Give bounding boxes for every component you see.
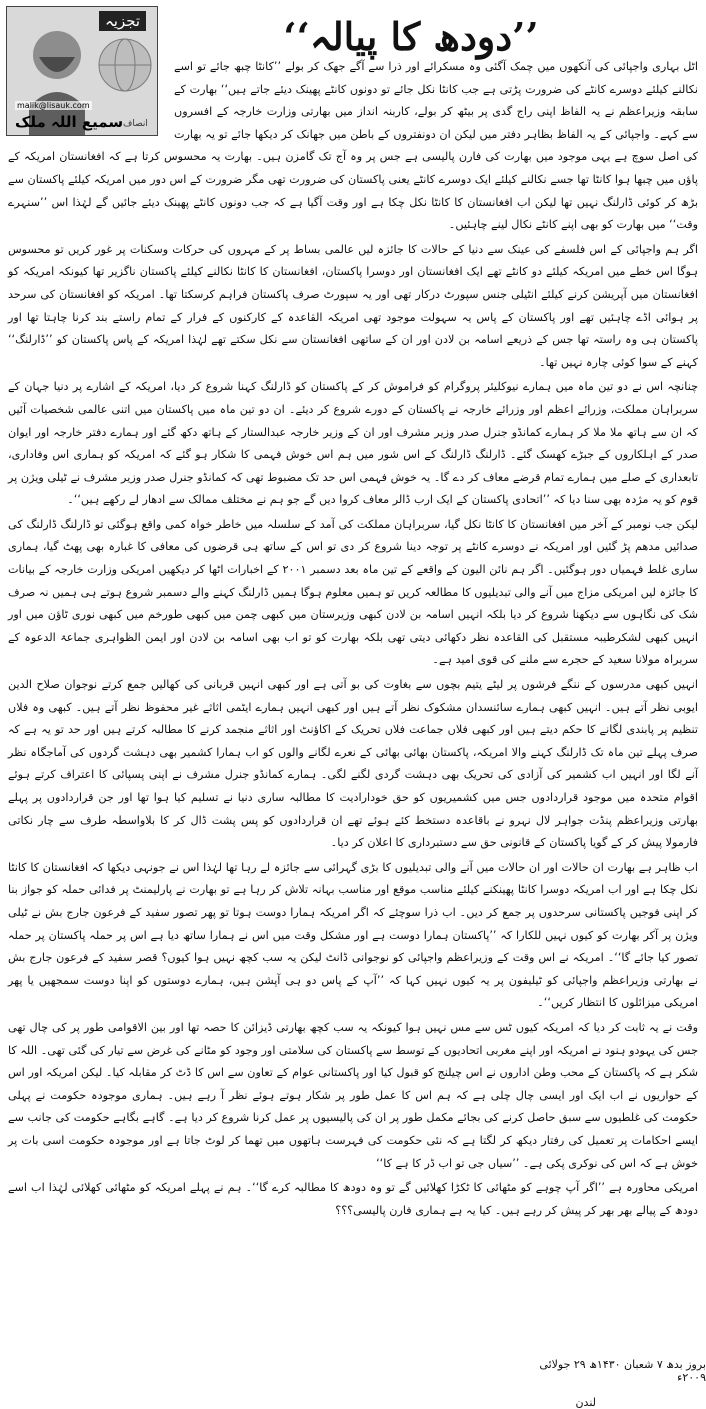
paragraph-1: اٹل بہاری واجپائی کی آنکھوں میں چمک آگئی وہ مسکرائے اور ذرا سے آگے جھک کر بولے ’’کانٹا چبھ جائے تو اسے نکالنے کیلئے دوسرے کانٹے کی ضرورت پڑتی ہے جب کانٹا نکل جائے تو دونوں کانٹے پھینک دیئے جاتے ہیں‘‘ بھارت کے سابقہ وزیراعظم نے یہ الفاظ اپنی راج گدی پر بیٹھ کر بولے، کاربنہ انداز میں بھارتی وزارت خارجہ کے افسروں سے کہے۔ واجپائی کے یہ الفاظ بظاہر دفتر میں لیکن ان دونفتروں کے باطن میں جھانک کر دیکھا جائے تو یہ بھارت کی اصل سوچ ہے یہی موجود میں بھارت کی فارن پالیسی ہے جس پر وہ آج تک گامزن ہیں۔ بھارت یہ محسوس کرتا ہے کہ افغانستان امریکہ کے پاؤں میں چبھا ہوا کانٹا تھا جسے نکالنے کیلئے ایک دوسرے کانٹے یعنی پاکستان کی ضرورت تھی مگر ضرورت کے اس دور میں امریکہ کیلئے پاکستان سے بڑھ کر کوئی ڈارلنگ نہیں تھا لیکن اب افغانستان کا کانٹا نکل چکا ہے اور وقت آگیا ہے کہ جب دونوں کانٹے پھینک دیئے جائیں گے لہٰذا اس ’’سنہرے وقت‘‘ میں بھارت کو بھی اپنے کانٹے نکال لینے چاہئیں۔ bbox=[8, 60, 698, 232]
paragraph-6: اب ظاہر ہے بھارت ان حالات اور ان حالات میں آنے والی تبدیلیوں کا بڑی گہرائی سے جائزہ لے رہا تھا لہٰذا اس نے جونہی دیکھا کہ افغانستان کا کانٹا نکل چکا ہے اور اب امریکہ دوسرا کانٹا پھینکنے کیلئے مناسب موقع اور مناسب بہانہ تلاش کر رہا ہے تو بھارت نے پارلیمنٹ پر فدائی حملہ کو جواز بنا کر اپنی فوجیں پاکستانی سرحدوں پر جمع کر دیں۔ اب ذرا سوچئے کہ اگر امریکہ ہمارا دوست ہوتا تو پھر تصور سفید کے فرعون جارج بش نے ٹیلی ویژن پر آکر بھارت کو کیوں نہیں للکارا کہ ’’پاکستان ہمارا دوست ہے اور مشکل وقت میں اس نے ہمارا ساتھ دیا ہے اس پر حملہ پاکستان پر حملہ تصور کیا جائے گا‘‘۔ امریکہ نے اس وقت کے وزیراعظم واجپائی کو نوجوانی ڈانٹ لیکن یہ سب کچھ نہیں ہوا کیوں؟ قصر سفید کے فرعون جارج بش نے بھارتی وزیراعظم واجپائی کو ٹیلیفون پر یہ کیوں نہیں کہا کہ ’’آپ کے پاس دو ہی آپشن ہیں، ہمارے دوستوں کو اپنا دوست سمجھیں یا پھر امریکی میزائلوں کا انتظار کریں‘‘۔ bbox=[8, 860, 698, 1010]
photo-spacer bbox=[8, 56, 174, 140]
paragraph-2: اگر ہم واجپائی کے اس فلسفے کی عینک سے دنیا کے حالات کا جائزہ لیں عالمی بساط پر کے مہروں کی حرکات وسکنات پر غور کریں تو محسوس ہوگا اس خطے میں امریکہ کیلئے دو کانٹے تھے ایک افغانستان اور دوسرا پاکستان، افغانستان کا کانٹا نکالنے کیلئے پاکستان ناگزیر تھا کیونکہ امریکہ کو افغانستان میں آپریشن کرنے کیلئے انٹیلی جنس سپورٹ درکار تھی اور یہ سپورٹ صرف پاکستان فراہم کرسکتا تھا۔ امریکہ کو افغانستان کی سرحد پر ہوائی اڈے چاہئیں تھے اور پاکستان کے پاس یہ سہولت موجود تھی امریکہ القاعدہ کے کارکنوں کے فرار کے تمام راستے بند کرنا چاہتا تھا اور پاکستان ہی وہ راستہ تھا جس کے ذریعے اسامہ بن لادن اور ان کے ساتھی افغانستان سے نکل سکتے تھے لہٰذا امریکہ کے پاس پاکستان کو ’’ڈارلنگ‘‘ کہنے کے سوا کوئی چارہ نہیں تھا۔ bbox=[8, 242, 698, 369]
paragraph-8: امریکی محاورہ ہے ’’اگر آپ چوہے کو مٹھائی کا ٹکڑا کھلائیں گے تو وہ دودھ کا مطالبہ کرے گا‘‘۔ ہم نے پہلے امریکہ کو مٹھائی کھلائی لہٰذا اب اسے دودھ کے پیالے بھر بھر کر پیش کر رہے ہیں۔ کیا یہ ہے ہماری فارن پالیسی؟؟؟ bbox=[8, 1181, 698, 1217]
column-tag: تجزیہ bbox=[99, 11, 146, 31]
paragraph-3: چنانچہ اس نے دو تین ماہ میں ہمارے نیوکلیئر پروگرام کو فراموش کر کے پاکستان کو ڈارلنگ کہنا شروع کر دیا، امریکہ کے اشارے پر دنیا جہان کے سربراہان مملکت، وزرائے اعظم اور وزرائے خارجہ نے پاکستان کے دورے شروع کر دیئے۔ ان دو تین ماہ میں پاکستان میں اتنی عالمی شخصیات آئیں کہ ان سے ہاتھ ملا ملا کر ہمارے کمانڈو جنرل صدر وزیر مشرف اور ان کے وزیر خارجہ عبدالستار کے ہاتھ دکھ گئے اور ہمارے دفتر خارجہ اور ایوان صدر کے اہلکاروں کے جبڑے کھسک گئے۔ ڈارلنگ ڈارلنگ کے اس شور میں ہم اس خوش فہمی کا شکار ہو گئے کہ امریکہ کو ہماری اس وفاداری، تابعداری کے صلے میں ہمارے تمام قرضے معاف کر دے گا۔ یہ خوش فہمی اس حد تک مضبوط تھی کہ کمانڈو جنرل صدر وزیر مشرف نے ٹیلی ویژن پر قوم کو یہ مژدہ بھی سنا دیا کہ ’’اتحادی پاکستان کے ایک ارب ڈالر معاف کروا دیں گے جو ہم نے مختلف ممالک سے ادھار لے رکھے ہیں‘‘۔ bbox=[8, 380, 698, 507]
page-title: ’’دودھ کا پیالہ‘‘ bbox=[283, 14, 539, 59]
dateline-city: لندن bbox=[575, 1396, 596, 1409]
paragraph-5: انہیں کبھی مدرسوں کے ننگے فرشوں پر لیٹے یتیم بچوں سے بغاوت کی بو آتی ہے اور کبھی انہیں قربانی کی کھالیں جمع کرتے نوجوان صلاح الدین ایوبی نظر آتے ہیں۔ انہیں کبھی ہمارے سائنسدان مشکوک نظر آتے ہیں اور کبھی انہیں ہمارے ایٹمی اثاثے غیر محفوظ نظر آتے ہیں۔ کبھی وہ فلاں تنظیم پر پابندی لگانے کا حکم دیتے ہیں اور کبھی فلاں جماعت فلاں تحریک کے اکاؤنٹ اور اثاثے منجمد کرنے کا مطالبہ کرتے ہیں اور حد تو یہ ہے کہ صرف پہلے تین ماہ تک ڈارلنگ کہنے والا امریکہ، پاکستان بھائی بھائی کے نعرے لگانے والوں کو اب ہمارا کشمیر بھی دہشت گردوں کی آماجگاہ نظر آنے لگا اور انہیں اب کشمیر کی آزادی کی تحریک بھی دہشت گردی لگنے لگی۔ ہمارے کمانڈو جنرل مشرف نے اپنی پسپائی کا اعتراف کرتے ہوئے اقوام متحدہ میں موجود قراردادوں جس میں کشمیریوں کو حق خودارادیت کا مطالبہ ساری دنیا نے تسلیم کیا ہوا تھا اور جن قراردادوں پر پہلے بھارتی وزیراعظم پنڈت جواہر لال نہرو نے باقاعدہ دستخط کئے ہوئے تھے ان قراردادوں کو پس پشت ڈال کر کا بلاواسطہ طرف سے چار نکاتی فارمولا پیش کر کے گویا پاکستان کے قانونی حق سے دستبرداری کا اعلان کر دیا۔ bbox=[8, 678, 698, 850]
author-email: malik@lisauk.com bbox=[17, 101, 90, 110]
author-name: سمیع اللہ ملک bbox=[15, 113, 124, 131]
publication-logo: انصاف bbox=[123, 119, 148, 129]
paragraph-7: وقت نے یہ ثابت کر دیا کہ امریکہ کیوں ٹس سے مس نہیں ہوا کیونکہ یہ سب کچھ بھارتی ڈیزائن کا حصہ تھا اور بین الاقوامی طور پر کی چال تھی جس کی یہودو ہنود نے امریکہ اور اپنے مغربی اتحادیوں کے توسط سے پاکستان کی سلامتی اور وجود کو مٹانے کی غرض سے تیار کی گئی تھی۔ اللہ کا شکر ہے کہ پاکستان کے محب وطن اداروں نے اس چیلنج کو قبول کیا اور پاکستانی عوام کے تعاون سے اس کا ڈٹ کر مقابلہ کیا۔ لیکن امریکہ اور اس کے حواریوں نے اب ایک اور ایسی چال چلی ہے کہ ہم اس کا عمل طور پر شکار ہوتے ہوئے نظر آ رہے ہیں۔ ہماری موجودہ حکومت نے پہلی حکومت کی غلطیوں سے سبق حاصل کرنے کی بجائے مکمل طور پر ان کی پالیسیوں پر عمل کرنا شروع کر دیا ہے۔ گاہے بگاہے حکومت کی جانب سے ایسے احکامات پر تعمیل کی رفتار دیکھ کر لگتا ہے کہ نئی حکومت کی فہرست ہاتھوں میں تھما کر لوٹ جاتا ہے اور موجودہ حکومت اسی بات پر خوش ہے کہ اس کی نوکری پکی ہے۔ ’’سیاں جی تو اب ڈر کا ہے کا‘‘ bbox=[8, 1020, 698, 1170]
dateline-date: بروز بدھ ۷ شعبان ۱۴۳۰ھ ۲۹ جولائی ۲۰۰۹ء bbox=[539, 1358, 706, 1384]
article-body bbox=[8, 56, 698, 1224]
paragraph-4: لیکن جب نومبر کے آخر میں افغانستان کا کانٹا نکل گیا، سربراہان مملکت کی آمد کے سلسلہ میں خاطر خواہ کمی واقع ہوگئی تو ڈارلنگ ڈارلنگ کی صدائیں مدھم پڑ گئیں اور امریکہ نے دوسرے کانٹے پر توجہ دینا شروع کر دی تو اس کے ساتھ ہی قرضوں کی معافی کا غبارہ بھی پھٹ گیا، ہماری ساری غلط فہمیاں دور ہوگئیں۔ اگر ہم نائن الیون کے واقعے کے تین ماہ بعد دسمبر ۲۰۰۱ کے اخبارات اٹھا کر دیکھیں امریکی وزارت خارجہ کے بیانات کا جائزہ لیں امریکی مزاج میں آنے والی تبدیلیوں کا مطالعہ کریں تو ہمیں معلوم ہوگا ہمیں ڈارلنگ کہنے والے دسمبر شروع ہوتے ہی ہمیں نہ صرف شک کی نگاہوں سے دیکھنا شروع کر دیا بلکہ انہیں اسامہ بن لادن کبھی وزیرستان میں کبھی چمن میں کبھی طورخم میں کبھی نوری ٹاؤن میں اور انہیں کبھی لشکرطیبہ مستقبل کی القاعدہ نظر دکھائی دیتی تھی بلکہ بھارت کو تو اب بھی اسامہ بن لادن اور ایمن الظواہری جماعۃ الدعوہ کے سربراہ مولانا سعید کے حجرے سے ملنے کی قوی امید ہے۔ bbox=[8, 517, 698, 667]
dateline bbox=[520, 1358, 706, 1409]
